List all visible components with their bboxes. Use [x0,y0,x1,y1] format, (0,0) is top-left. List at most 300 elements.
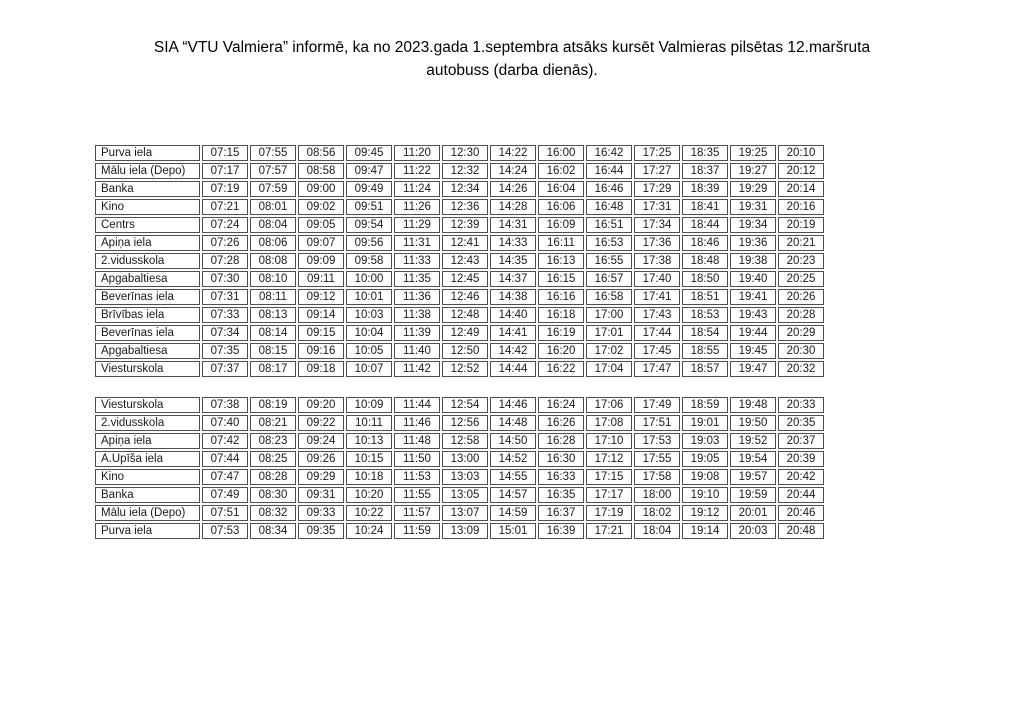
departure-time-cell: 11:29 [394,217,440,233]
departure-time-cell: 08:13 [250,307,296,323]
departure-time-cell: 11:48 [394,433,440,449]
departure-time-cell: 17:36 [634,235,680,251]
departure-time-cell: 20:23 [778,253,824,269]
departure-time-cell: 18:44 [682,217,728,233]
departure-time-cell: 17:47 [634,361,680,377]
departure-time-cell: 09:35 [298,523,344,539]
stop-name-cell: Beverīnas iela [95,325,200,341]
departure-time-cell: 17:12 [586,451,632,467]
departure-time-cell: 11:50 [394,451,440,467]
departure-time-cell: 18:50 [682,271,728,287]
departure-time-cell: 17:29 [634,181,680,197]
departure-time-cell: 08:34 [250,523,296,539]
stop-name-cell: Apiņa iela [95,433,200,449]
stop-name-cell: Apiņa iela [95,235,200,251]
departure-time-cell: 19:36 [730,235,776,251]
departure-time-cell: 11:40 [394,343,440,359]
departure-time-cell: 07:33 [202,307,248,323]
departure-time-cell: 14:28 [490,199,536,215]
departure-time-cell: 11:20 [394,145,440,161]
departure-time-cell: 19:31 [730,199,776,215]
departure-time-cell: 16:39 [538,523,584,539]
departure-time-cell: 16:44 [586,163,632,179]
departure-time-cell: 18:35 [682,145,728,161]
departure-time-cell: 19:54 [730,451,776,467]
departure-time-cell: 14:59 [490,505,536,521]
departure-time-cell: 10:03 [346,307,392,323]
departure-time-cell: 19:34 [730,217,776,233]
departure-time-cell: 10:11 [346,415,392,431]
departure-time-cell: 08:15 [250,343,296,359]
departure-time-cell: 14:55 [490,469,536,485]
departure-time-cell: 17:10 [586,433,632,449]
departure-time-cell: 16:51 [586,217,632,233]
departure-time-cell: 07:21 [202,199,248,215]
departure-time-cell: 17:40 [634,271,680,287]
table-row [95,199,824,215]
departure-time-cell: 14:57 [490,487,536,503]
departure-time-cell: 12:36 [442,199,488,215]
departure-time-cell: 09:24 [298,433,344,449]
stop-name-cell: 2.vidusskola [95,415,200,431]
departure-time-cell: 07:26 [202,235,248,251]
departure-time-cell: 16:20 [538,343,584,359]
departure-time-cell: 14:52 [490,451,536,467]
departure-time-cell: 17:06 [586,397,632,413]
departure-time-cell: 11:26 [394,199,440,215]
departure-time-cell: 08:19 [250,397,296,413]
departure-time-cell: 11:39 [394,325,440,341]
departure-time-cell: 07:17 [202,163,248,179]
stop-name-cell: Viesturskola [95,361,200,377]
departure-time-cell: 17:55 [634,451,680,467]
departure-time-cell: 08:17 [250,361,296,377]
departure-time-cell: 18:04 [634,523,680,539]
departure-time-cell: 19:05 [682,451,728,467]
table-row [95,523,824,539]
departure-time-cell: 09:12 [298,289,344,305]
departure-time-cell: 14:46 [490,397,536,413]
departure-time-cell: 08:28 [250,469,296,485]
departure-time-cell: 16:28 [538,433,584,449]
departure-time-cell: 19:25 [730,145,776,161]
departure-time-cell: 19:41 [730,289,776,305]
table-row [95,289,824,305]
departure-time-cell: 19:01 [682,415,728,431]
departure-time-cell: 09:33 [298,505,344,521]
departure-time-cell: 16:02 [538,163,584,179]
departure-time-cell: 11:53 [394,469,440,485]
departure-time-cell: 11:59 [394,523,440,539]
departure-time-cell: 18:39 [682,181,728,197]
table-row [95,217,824,233]
departure-time-cell: 15:01 [490,523,536,539]
departure-time-cell: 18:53 [682,307,728,323]
departure-time-cell: 08:30 [250,487,296,503]
departure-time-cell: 07:47 [202,469,248,485]
table-row [95,505,824,521]
departure-time-cell: 09:29 [298,469,344,485]
departure-time-cell: 12:58 [442,433,488,449]
departure-time-cell: 09:20 [298,397,344,413]
departure-time-cell: 07:42 [202,433,248,449]
departure-time-cell: 07:38 [202,397,248,413]
departure-time-cell: 12:50 [442,343,488,359]
departure-time-cell: 10:24 [346,523,392,539]
departure-time-cell: 07:51 [202,505,248,521]
departure-time-cell: 11:36 [394,289,440,305]
departure-time-cell: 19:38 [730,253,776,269]
departure-time-cell: 20:29 [778,325,824,341]
departure-time-cell: 12:46 [442,289,488,305]
departure-time-cell: 18:41 [682,199,728,215]
departure-time-cell: 13:05 [442,487,488,503]
departure-time-cell: 19:57 [730,469,776,485]
departure-time-cell: 20:26 [778,289,824,305]
departure-time-cell: 20:33 [778,397,824,413]
departure-time-cell: 20:19 [778,217,824,233]
departure-time-cell: 08:11 [250,289,296,305]
departure-time-cell: 14:41 [490,325,536,341]
notice-title [0,0,1024,82]
departure-time-cell: 17:04 [586,361,632,377]
departure-time-cell: 20:12 [778,163,824,179]
departure-time-cell: 13:09 [442,523,488,539]
departure-time-cell: 07:53 [202,523,248,539]
departure-time-cell: 11:33 [394,253,440,269]
departure-time-cell: 14:35 [490,253,536,269]
departure-time-cell: 19:12 [682,505,728,521]
departure-time-cell: 18:48 [682,253,728,269]
table-row [95,487,824,503]
stop-name-cell: Apgabaltiesa [95,271,200,287]
departure-time-cell: 20:39 [778,451,824,467]
departure-time-cell: 08:32 [250,505,296,521]
departure-time-cell: 09:09 [298,253,344,269]
stop-name-cell: Viesturskola [95,397,200,413]
departure-time-cell: 12:56 [442,415,488,431]
departure-time-cell: 17:43 [634,307,680,323]
departure-time-cell: 08:06 [250,235,296,251]
departure-time-cell: 16:13 [538,253,584,269]
departure-time-cell: 17:21 [586,523,632,539]
departure-time-cell: 07:44 [202,451,248,467]
departure-time-cell: 09:00 [298,181,344,197]
departure-time-cell: 09:51 [346,199,392,215]
departure-time-cell: 08:10 [250,271,296,287]
departure-time-cell: 08:08 [250,253,296,269]
departure-time-cell: 16:53 [586,235,632,251]
departure-time-cell: 09:56 [346,235,392,251]
departure-time-cell: 20:25 [778,271,824,287]
departure-time-cell: 17:38 [634,253,680,269]
table-row [95,307,824,323]
departure-time-cell: 09:47 [346,163,392,179]
departure-time-cell: 17:17 [586,487,632,503]
stop-name-cell: A.Upīša iela [95,451,200,467]
departure-time-cell: 11:57 [394,505,440,521]
departure-time-cell: 18:37 [682,163,728,179]
departure-time-cell: 16:57 [586,271,632,287]
departure-time-cell: 20:28 [778,307,824,323]
departure-time-cell: 19:47 [730,361,776,377]
departure-time-cell: 17:51 [634,415,680,431]
departure-time-cell: 08:25 [250,451,296,467]
departure-time-cell: 18:55 [682,343,728,359]
departure-time-cell: 20:46 [778,505,824,521]
departure-time-cell: 17:44 [634,325,680,341]
timetable-outbound [93,143,826,379]
table-row [95,253,824,269]
departure-time-cell: 18:02 [634,505,680,521]
table-row [95,397,824,413]
departure-time-cell: 14:40 [490,307,536,323]
departure-time-cell: 18:00 [634,487,680,503]
departure-time-cell: 17:45 [634,343,680,359]
table-row [95,181,824,197]
departure-time-cell: 20:16 [778,199,824,215]
stop-name-cell: Purva iela [95,523,200,539]
departure-time-cell: 11:22 [394,163,440,179]
departure-time-cell: 08:01 [250,199,296,215]
table-row [95,415,824,431]
departure-time-cell: 13:07 [442,505,488,521]
departure-time-cell: 20:14 [778,181,824,197]
departure-time-cell: 11:46 [394,415,440,431]
stop-name-cell: Brīvības iela [95,307,200,323]
departure-time-cell: 19:08 [682,469,728,485]
departure-time-cell: 12:32 [442,163,488,179]
departure-time-cell: 17:27 [634,163,680,179]
departure-time-cell: 16:55 [586,253,632,269]
departure-time-cell: 14:48 [490,415,536,431]
departure-time-cell: 07:30 [202,271,248,287]
departure-time-cell: 16:37 [538,505,584,521]
stop-name-cell: Beverīnas iela [95,289,200,305]
departure-time-cell: 10:04 [346,325,392,341]
departure-time-cell: 07:31 [202,289,248,305]
departure-time-cell: 16:09 [538,217,584,233]
departure-time-cell: 14:50 [490,433,536,449]
departure-time-cell: 12:52 [442,361,488,377]
departure-time-cell: 14:31 [490,217,536,233]
departure-time-cell: 10:13 [346,433,392,449]
departure-time-cell: 12:45 [442,271,488,287]
departure-time-cell: 16:33 [538,469,584,485]
departure-time-cell: 18:57 [682,361,728,377]
departure-time-cell: 20:48 [778,523,824,539]
departure-time-cell: 17:02 [586,343,632,359]
departure-time-cell: 09:02 [298,199,344,215]
departure-time-cell: 19:52 [730,433,776,449]
departure-time-cell: 14:42 [490,343,536,359]
departure-time-cell: 07:49 [202,487,248,503]
departure-time-cell: 07:24 [202,217,248,233]
departure-time-cell: 08:14 [250,325,296,341]
table-row [95,469,824,485]
stop-name-cell: Purva iela [95,145,200,161]
departure-time-cell: 08:21 [250,415,296,431]
table-row [95,163,824,179]
departure-time-cell: 07:15 [202,145,248,161]
departure-time-cell: 11:38 [394,307,440,323]
departure-time-cell: 20:03 [730,523,776,539]
departure-time-cell: 17:49 [634,397,680,413]
stop-name-cell: Kino [95,469,200,485]
departure-time-cell: 17:34 [634,217,680,233]
departure-time-cell: 16:46 [586,181,632,197]
departure-time-cell: 16:35 [538,487,584,503]
timetables-container [93,143,1024,541]
departure-time-cell: 09:26 [298,451,344,467]
departure-time-cell: 18:59 [682,397,728,413]
stop-name-cell: Banka [95,487,200,503]
departure-time-cell: 12:49 [442,325,488,341]
stop-name-cell: 2.vidusskola [95,253,200,269]
stop-name-cell: Apgabaltiesa [95,343,200,359]
stop-name-cell: Mālu iela (Depo) [95,505,200,521]
departure-time-cell: 16:19 [538,325,584,341]
departure-time-cell: 16:42 [586,145,632,161]
departure-time-cell: 14:24 [490,163,536,179]
departure-time-cell: 09:54 [346,217,392,233]
departure-time-cell: 19:03 [682,433,728,449]
departure-time-cell: 16:06 [538,199,584,215]
departure-time-cell: 20:42 [778,469,824,485]
departure-time-cell: 14:44 [490,361,536,377]
departure-time-cell: 09:11 [298,271,344,287]
departure-time-cell: 12:41 [442,235,488,251]
table-row [95,271,824,287]
departure-time-cell: 09:45 [346,145,392,161]
departure-time-cell: 13:03 [442,469,488,485]
departure-time-cell: 20:01 [730,505,776,521]
departure-time-cell: 16:30 [538,451,584,467]
departure-time-cell: 09:58 [346,253,392,269]
departure-time-cell: 09:16 [298,343,344,359]
departure-time-cell: 07:28 [202,253,248,269]
departure-time-cell: 09:18 [298,361,344,377]
departure-time-cell: 07:55 [250,145,296,161]
departure-time-cell: 16:48 [586,199,632,215]
departure-time-cell: 08:04 [250,217,296,233]
departure-time-cell: 08:56 [298,145,344,161]
departure-time-cell: 14:38 [490,289,536,305]
departure-time-cell: 11:42 [394,361,440,377]
departure-time-cell: 10:00 [346,271,392,287]
departure-time-cell: 07:59 [250,181,296,197]
departure-time-cell: 11:55 [394,487,440,503]
departure-time-cell: 17:41 [634,289,680,305]
departure-time-cell: 19:50 [730,415,776,431]
notice-title-line1: SIA “VTU Valmiera” informē, ka no 2023.gada 1.septembra atsāks kursēt Valmieras pilsētas 12.maršruta [153,39,871,56]
departure-time-cell: 07:34 [202,325,248,341]
departure-time-cell: 20:37 [778,433,824,449]
departure-time-cell: 19:27 [730,163,776,179]
table-row [95,361,824,377]
departure-time-cell: 17:58 [634,469,680,485]
departure-time-cell: 14:37 [490,271,536,287]
departure-time-cell: 09:22 [298,415,344,431]
departure-time-cell: 17:31 [634,199,680,215]
departure-time-cell: 16:16 [538,289,584,305]
stop-name-cell: Kino [95,199,200,215]
departure-time-cell: 19:29 [730,181,776,197]
departure-time-cell: 16:15 [538,271,584,287]
departure-time-cell: 19:59 [730,487,776,503]
timetable-return [93,395,826,541]
departure-time-cell: 17:01 [586,325,632,341]
departure-time-cell: 11:31 [394,235,440,251]
departure-time-cell: 16:22 [538,361,584,377]
departure-time-cell: 19:45 [730,343,776,359]
departure-time-cell: 11:24 [394,181,440,197]
departure-time-cell: 09:14 [298,307,344,323]
stop-name-cell: Centrs [95,217,200,233]
departure-time-cell: 10:05 [346,343,392,359]
departure-time-cell: 10:15 [346,451,392,467]
departure-time-cell: 19:40 [730,271,776,287]
departure-time-cell: 20:30 [778,343,824,359]
departure-time-cell: 08:23 [250,433,296,449]
departure-time-cell: 20:10 [778,145,824,161]
departure-time-cell: 08:58 [298,163,344,179]
departure-time-cell: 16:24 [538,397,584,413]
departure-time-cell: 20:32 [778,361,824,377]
table-row [95,145,824,161]
departure-time-cell: 16:00 [538,145,584,161]
stop-name-cell: Mālu iela (Depo) [95,163,200,179]
departure-time-cell: 16:58 [586,289,632,305]
departure-time-cell: 13:00 [442,451,488,467]
departure-time-cell: 11:44 [394,397,440,413]
departure-time-cell: 19:44 [730,325,776,341]
departure-time-cell: 19:43 [730,307,776,323]
departure-time-cell: 16:11 [538,235,584,251]
departure-time-cell: 17:15 [586,469,632,485]
departure-time-cell: 09:07 [298,235,344,251]
departure-time-cell: 10:22 [346,505,392,521]
departure-time-cell: 07:57 [250,163,296,179]
departure-time-cell: 14:33 [490,235,536,251]
departure-time-cell: 19:14 [682,523,728,539]
stop-name-cell: Banka [95,181,200,197]
departure-time-cell: 14:26 [490,181,536,197]
departure-time-cell: 17:19 [586,505,632,521]
departure-time-cell: 07:37 [202,361,248,377]
departure-time-cell: 12:34 [442,181,488,197]
departure-time-cell: 17:08 [586,415,632,431]
departure-time-cell: 20:21 [778,235,824,251]
departure-time-cell: 18:46 [682,235,728,251]
departure-time-cell: 10:20 [346,487,392,503]
departure-time-cell: 19:48 [730,397,776,413]
departure-time-cell: 16:04 [538,181,584,197]
departure-time-cell: 09:05 [298,217,344,233]
departure-time-cell: 07:19 [202,181,248,197]
departure-time-cell: 17:53 [634,433,680,449]
departure-time-cell: 10:18 [346,469,392,485]
departure-time-cell: 10:09 [346,397,392,413]
table-row [95,235,824,251]
departure-time-cell: 16:18 [538,307,584,323]
table-row [95,325,824,341]
departure-time-cell: 18:54 [682,325,728,341]
departure-time-cell: 14:22 [490,145,536,161]
departure-time-cell: 12:39 [442,217,488,233]
departure-time-cell: 12:43 [442,253,488,269]
departure-time-cell: 17:00 [586,307,632,323]
